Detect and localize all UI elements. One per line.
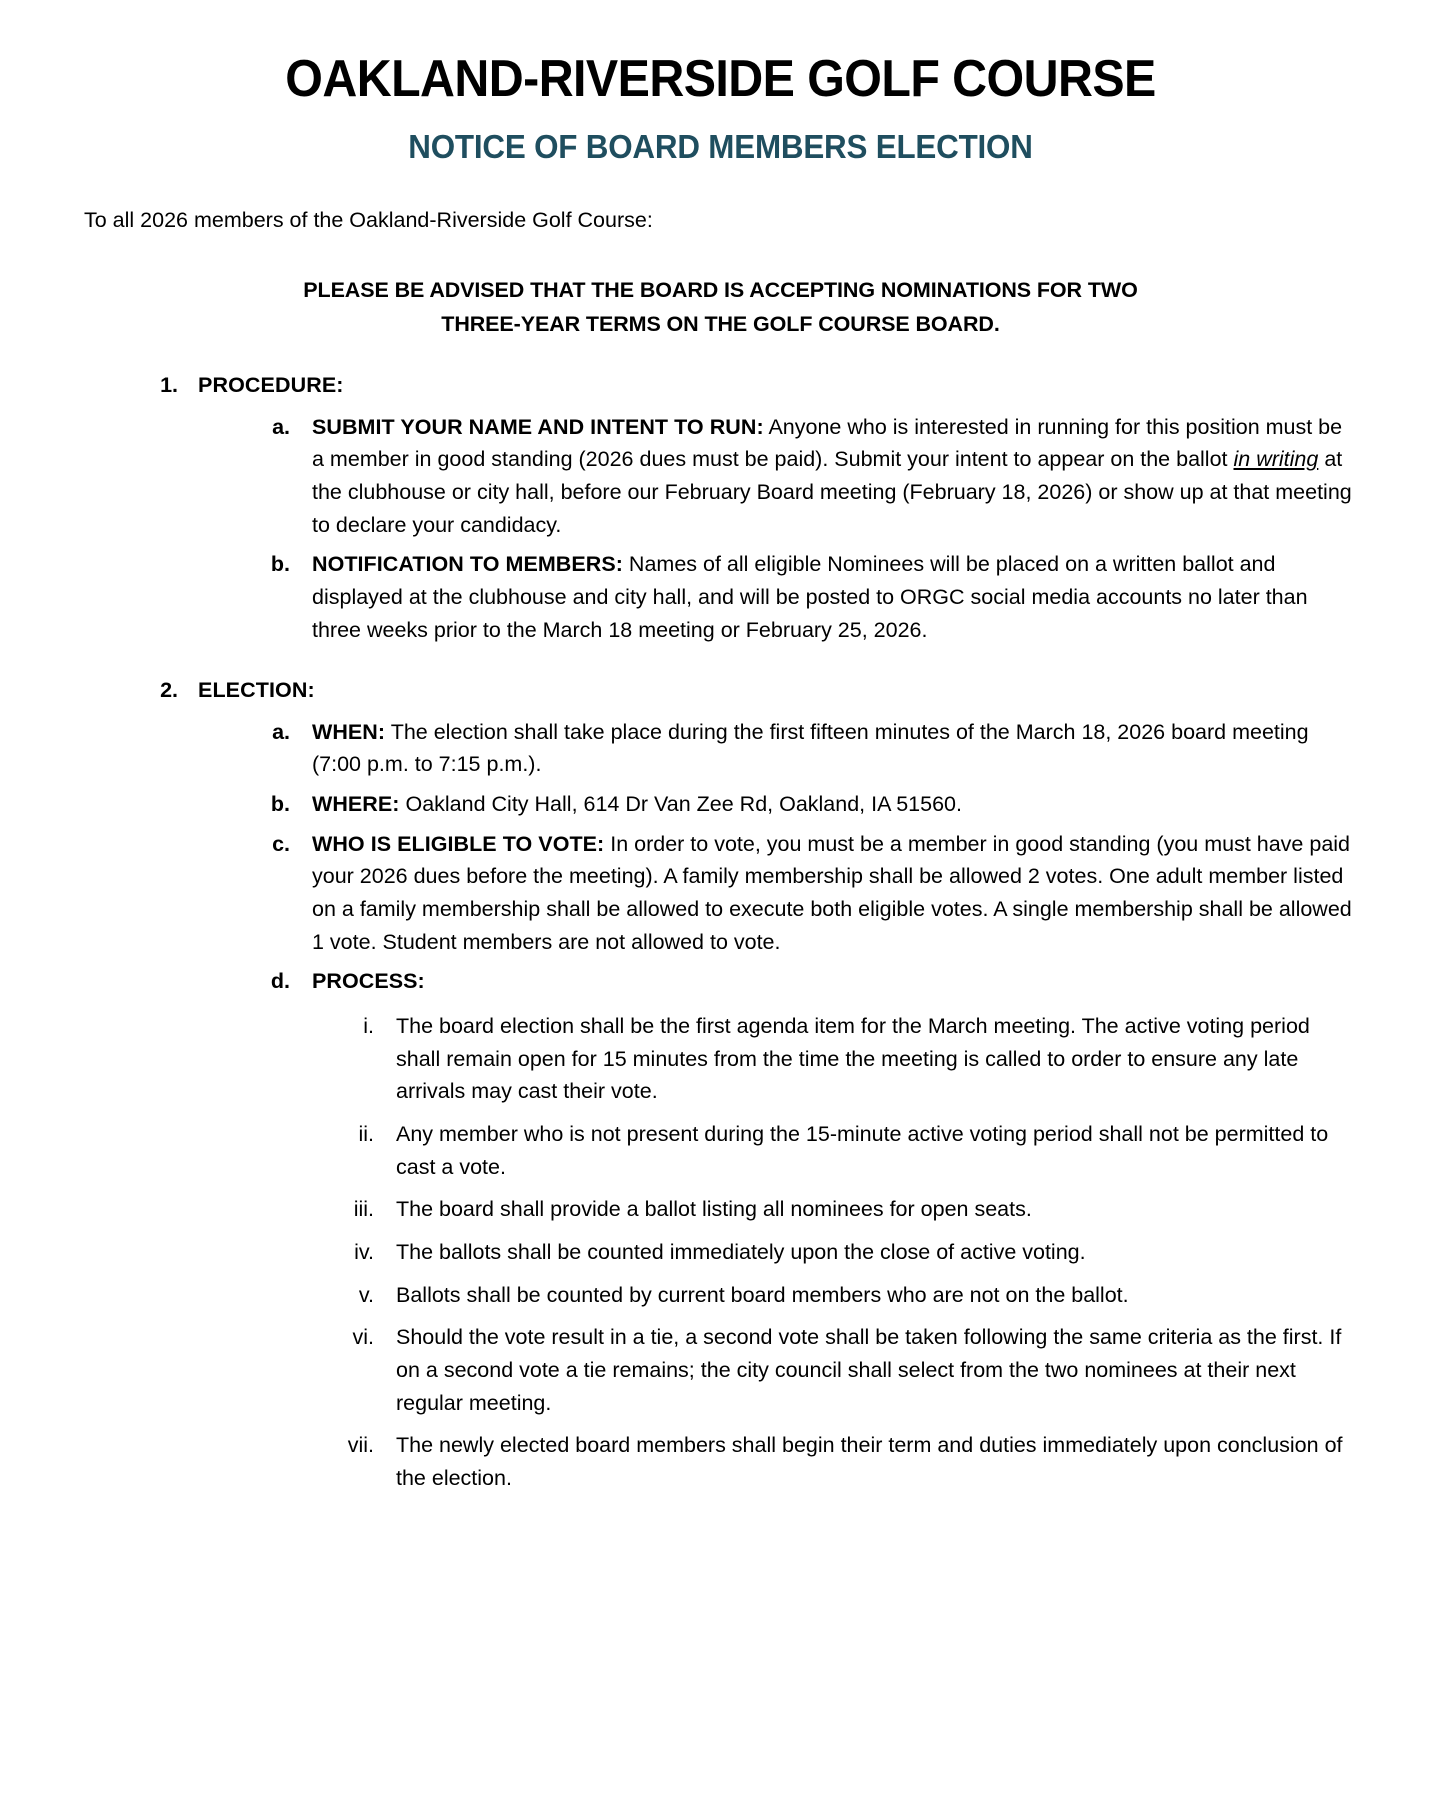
item-text: The election shall take place during the first fifteen minutes of the March 18, 2026 board meeting (7:00 p.m. to 7:15 p.m.).: [312, 719, 1309, 777]
section-list: [84, 369, 1357, 646]
intro-paragraph: To all 2026 members of the Oakland-Riverside Golf Course:: [84, 208, 653, 233]
section-election: [84, 674, 1357, 1494]
page-title: OAKLAND-RIVERSIDE GOLF COURSE: [285, 50, 1156, 108]
list-item: [198, 716, 1357, 781]
page-subtitle: NOTICE OF BOARD MEMBERS ELECTION: [408, 128, 1033, 166]
list-item: [198, 411, 1357, 542]
advisory-block: [216, 273, 1226, 342]
item-marker: a.: [272, 719, 290, 744]
section-marker: 1.: [160, 373, 178, 398]
subitem-text: The newly elected board members shall begin their term and duties immediately upon conclusion of the election.: [396, 1433, 1343, 1490]
item-body: [312, 552, 1308, 641]
item-emphasis: in writing: [1233, 447, 1319, 472]
election-item-list: [198, 716, 1357, 1495]
item-body: [312, 969, 425, 993]
advisory-line-1: PLEASE BE ADVISED THAT THE BOARD IS ACCEPTING NOMINATIONS FOR TWO: [303, 277, 1138, 302]
subitem-marker: iii.: [353, 1197, 374, 1222]
item-body: [312, 720, 1309, 777]
item-text-before: Anyone who is interested in running for this position must be a member in good standing (2026 dues must be paid). Submit your intent to appear on the ballot: [312, 414, 1343, 472]
item-body: [312, 415, 1352, 537]
section-list-election: [84, 674, 1357, 1494]
section-procedure: [84, 369, 1357, 646]
item-marker: c.: [272, 831, 290, 856]
subitem-marker: vii.: [347, 1433, 374, 1458]
item-text: Oakland City Hall, 614 Dr Van Zee Rd, Oakland, IA 51560.: [399, 791, 962, 816]
subitem-text: The board election shall be the first agenda item for the March meeting. The active voting period shall remain open for 15 minutes from the time the meeting is called to order to ensure any late arrivals may cast their vote.: [396, 1013, 1310, 1104]
item-marker: d.: [270, 969, 290, 994]
advisory-line-2: THREE-YEAR TERMS ON THE GOLF COURSE BOARD.: [441, 311, 1000, 336]
item-lead: WHERE:: [312, 791, 400, 816]
item-lead: WHO IS ELIGIBLE TO VOTE:: [312, 831, 605, 856]
process-sub-list: [312, 1010, 1357, 1495]
subitem-text: The ballots shall be counted immediately upon the close of active voting.: [396, 1239, 1086, 1264]
item-lead: NOTIFICATION TO MEMBERS:: [312, 552, 623, 577]
item-body: [312, 792, 962, 816]
subitem-marker: ii.: [358, 1121, 374, 1146]
section-heading: PROCEDURE:: [198, 373, 344, 398]
item-text: In order to vote, you must be a member in good standing (you must have paid your 2026 dues before the meeting). A family membership shall be allowed 2 votes. One adult member listed on a family membership shall be allowed to execute both eligible votes. A single membership shall be allowed 1 vote. Student members are not allowed to vote.: [312, 831, 1352, 954]
item-text: Names of all eligible Nominees will be placed on a written ballot and displayed at the clubhouse and city hall, and will be posted to ORGC social media accounts no later than three weeks prior to the March 18 meeting or February 25, 2026.: [312, 552, 1308, 642]
item-marker: b.: [270, 552, 290, 577]
item-body: [312, 832, 1352, 954]
subitem-text: Should the vote result in a tie, a second vote shall be taken following the same criteria as the first. If on a second vote a tie remains; the city council shall select from the two nominees at their next regular meeting.: [396, 1325, 1342, 1415]
list-item: [198, 788, 1357, 821]
subitem-marker: i.: [363, 1013, 374, 1038]
section-marker: 2.: [160, 678, 178, 703]
list-item: [312, 1118, 1357, 1183]
list-item: [312, 1010, 1357, 1108]
section-heading: ELECTION:: [198, 678, 315, 703]
list-item: [198, 828, 1357, 959]
item-lead: WHEN:: [312, 719, 386, 744]
item-marker: a.: [272, 414, 290, 439]
list-item: [312, 1429, 1357, 1494]
item-lead: SUBMIT YOUR NAME AND INTENT TO RUN:: [312, 414, 764, 439]
subitem-marker: vi.: [352, 1325, 374, 1350]
item-text-after: at the clubhouse or city hall, before our February Board meeting (February 18, 2026) or show up at that meeting to declare your candidacy.: [312, 447, 1352, 537]
list-item: [312, 1236, 1357, 1269]
list-item: [312, 1321, 1357, 1419]
list-item-process: [198, 965, 1357, 1494]
subitem-marker: v.: [358, 1282, 374, 1307]
list-item: [312, 1279, 1357, 1312]
item-marker: b.: [270, 791, 290, 816]
list-item: [312, 1193, 1357, 1226]
subitem-text: The board shall provide a ballot listing all nominees for open seats.: [396, 1197, 1032, 1222]
item-lead: PROCESS:: [312, 969, 425, 994]
subitem-marker: iv.: [354, 1239, 374, 1264]
subitem-text: Any member who is not present during the 15-minute active voting period shall not be permitted to cast a vote.: [396, 1121, 1329, 1179]
subitem-text: Ballots shall be counted by current board members who are not on the ballot.: [396, 1282, 1129, 1307]
procedure-item-list: [198, 411, 1357, 647]
list-item: [198, 548, 1357, 646]
